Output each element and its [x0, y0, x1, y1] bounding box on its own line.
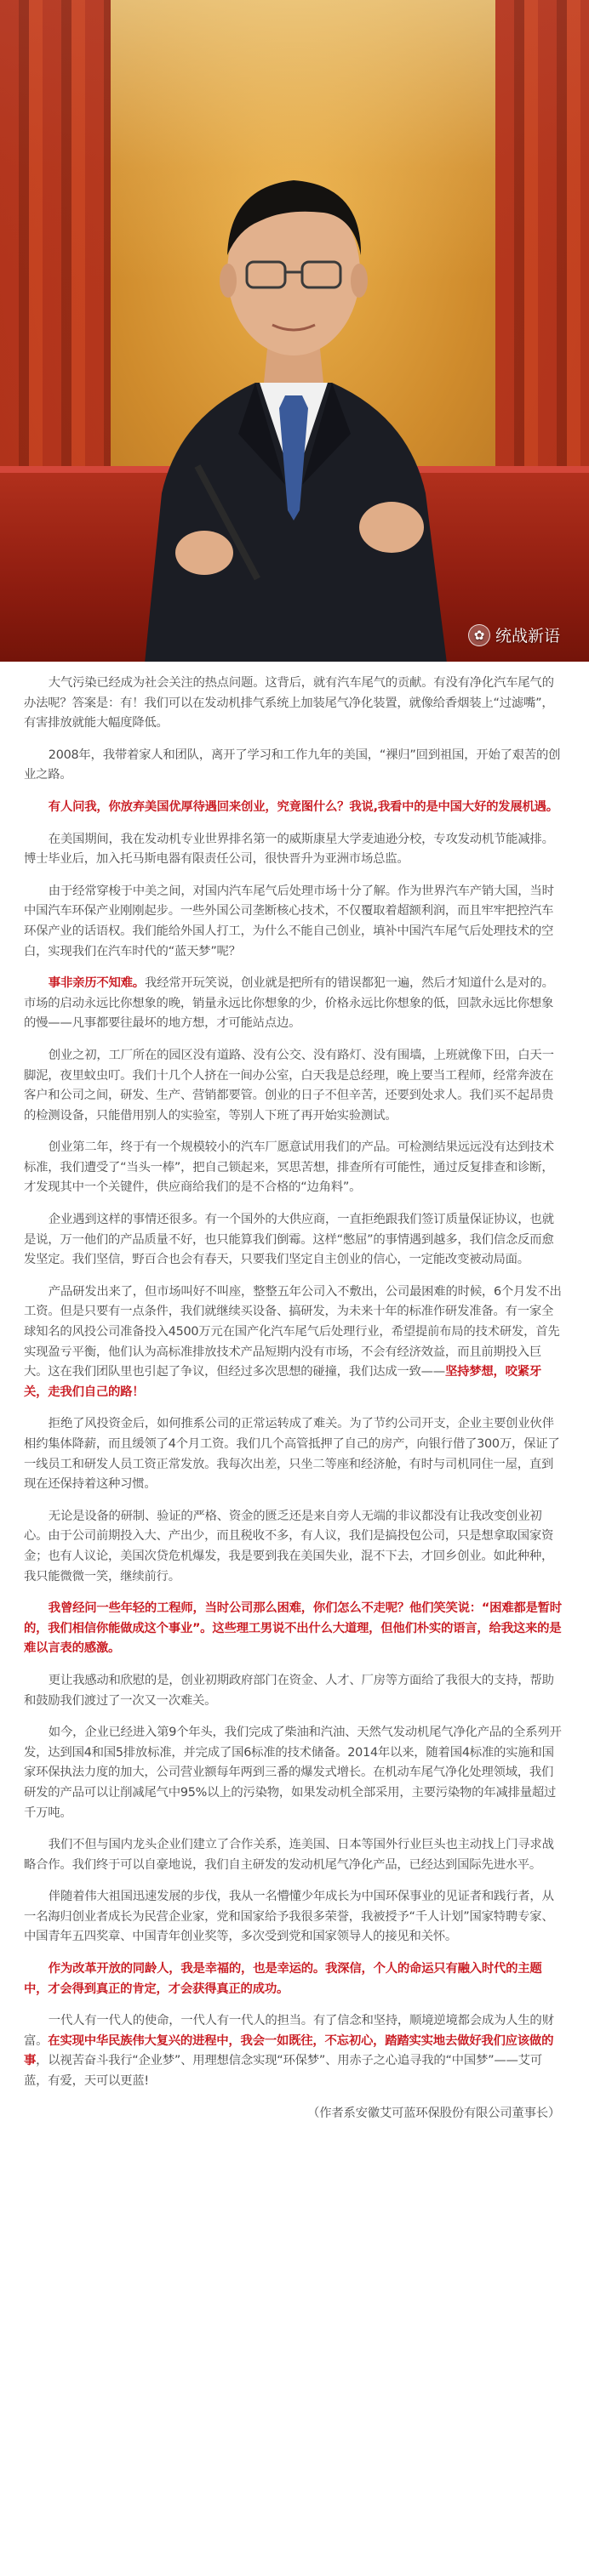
highlight-paragraph: 有人问我，你放弃美国优厚待遇回来创业，究竟图什么？我说,我看中的是中国大好的发展机遇。 [48, 799, 558, 814]
paragraph: 由于经常穿梭于中美之间，对国内汽车尾气后处理市场十分了解。作为世界汽车产销大国，当时中国汽车环保产业刚刚起步。一些外国公司垄断核心技术，不仅覆取着超额利润，而且牢牢把控汽车环保产业的话语权。我们能给外国人打工，为什么不能自己创业，填补中国汽车尾气后处理技术的空白，实现我们在汽车时代的“蓝天梦”呢？ [24, 884, 554, 958]
paragraph: 大气污染已经成为社会关注的热点问题。这背后，就有汽车尾气的贡献。有没有净化汽车尾气的办法呢？答案是：有！我们可以在发动机排气系统上加装尾气净化装置，就像给香烟装上“过滤嘴”，有害排放就能大幅度降低。 [24, 676, 554, 731]
speaker-figure [111, 128, 477, 662]
paragraph: 产品研发出来了，但市场叫好不叫座，整整五年公司入不敷出，公司最困难的时候，6个月发不出工资。但是只要有一点条件，我们就继续买设备、搞研发，为未来十年的标准作研发准备。有一家全球知名的风投公司准备投入4500万元在国产化汽车尾气后处理行业，希望提前布局的技术研发，首先实现盈亏平衡，他们认为高标准排放技术产品短期内没有市场，不会有经济效益，而且前期投入巨大。这在我们团队里也引起了争议，但经过多次思想的碰撞，我们达成一致——坚持梦想，咬紧牙关，走我们自己的路！ [24, 1284, 562, 1399]
paragraph: 伴随着伟大祖国迅速发展的步伐，我从一名懵懂少年成长为中国环保事业的见证者和践行者，从一名海归创业者成长为民营企业家，党和国家给予我很多荣誉，我被授予“千人计划”国家特聘专家、中国青年五四奖章、中国青年创业奖等，多次受到党和国家领导人的接见和关怀。 [24, 1890, 554, 1944]
paragraph: 2008年，我带着家人和团队，离开了学习和工作九年的美国，“裸归”回到祖国，开始了艰苦的创业之路。 [24, 748, 561, 782]
emphasis-text: 在实现中华民族伟大复兴的进程中，我会一如既往，不忘初心，踏踏实实地去做好我们应该做的事 [24, 2033, 554, 2068]
paragraph: 事非亲历不知难。我经常开玩笑说，创业就是把所有的错误都犯一遍，然后才知道什么是对的。市场的启动永远比你想象的晚，销量永远比你想象的少，价格永远比你想象的低，回款永远比你想象的慢——凡事都要往最坏的地方想，才可能站点边。 [24, 976, 554, 1031]
highlight-paragraph: 作为改革开放的同龄人，我是幸福的，也是幸运的。我深信，个人的命运只有融入时代的主题中，才会得到真正的肯定，才会获得真正的成功。 [24, 1962, 542, 1996]
paragraph: 在美国期间，我在发动机专业世界排名第一的威斯康星大学麦迪逊分校，专攻发动机节能减排。博士毕业后，加入托马斯电器有限责任公司，很快晋升为亚洲市场总监。 [24, 832, 554, 867]
paragraph: 创业第二年，终于有一个规模较小的汽车厂愿意试用我们的产品。可检测结果远远没有达到技术标准，我们遭受了“当头一棒”，把自己锁起来，冥思苦想，排查所有可能性，通过反复排查和诊断，才发现其中一个关键件，供应商给我们的是不合格的“边角料”。 [24, 1140, 554, 1195]
speaker-photo [0, 0, 589, 662]
highlight-paragraph: 我曾经问一些年轻的工程师，当时公司那么困难，你们怎么不走呢？他们笑笑说：“困难都是暂时的，我们相信你能做成这个事业”。这些理工男说不出什么大道理，但他们朴实的语言，给我这来的是难以言表的感激。 [24, 1601, 562, 1656]
paragraph: 无论是设备的研制、验证的严格、资金的匮乏还是来自旁人无端的非议都没有让我改变创业初心。由于公司前期投入大、产出少，而且税收不多，有人议，我们是搞投包公司，只是想拿取国家资金；也有人议论，美国次贷危机爆发，我是要到我在美国失业，混不下去，才回乡创业。如此种种，我只能微微一笑，继续前行。 [24, 1509, 554, 1584]
paragraph: 一代人有一代人的使命，一代人有一代人的担当。有了信念和坚持，顺境逆境都会成为人生的财富。在实现中华民族伟大复兴的进程中，我会一如既往，不忘初心，踏踏实实地去做好我们应该做的事，以视苦奋斗我行“企业梦”、用理想信念实现“环保梦”、用赤子之心追寻我的“中国梦”——艾可蓝，有爱，天可以更蓝! [24, 2014, 554, 2089]
watermark-text: 统战新语 [495, 627, 560, 645]
paragraph: 创业之初，工厂所在的园区没有道路、没有公交、没有路灯、没有围墙，上班就像下田，白天一脚泥，夜里蚊虫叮。我们十几个人挤在一间办公室，白天我是总经理，晚上要当工程师，经常奔波在客户和公司之间，研发、生产、营销都要管。创业的日子不但辛苦，还要到处求人。我们买不起昂贵的检测设备，只能借用别人的实验室，等别人下班了再开始实验测试。 [24, 1048, 554, 1123]
paragraph: 如今，企业已经进入第9个年头，我们完成了柴油和汽油、天然气发动机尾气净化产品的全系列开发，达到国4和国5排放标准，并完成了国6标准的技术储备。2014年以来，随着国4标准的实施和国家环保执法力度的加大，公司营业额每年两到三番的爆发式增长。在机动车尾气净化处理领域，我们研发的产品可以让削减尾气中95%以上的污染物，如果发动机全部采用，主要污染物的年减排量超过千万吨。 [24, 1726, 562, 1820]
emphasis-text: 事非亲历不知难。 [48, 976, 145, 991]
paragraph: 更让我感动和欣慰的是，创业初期政府部门在资金、人才、厂房等方面给了我很大的支持，帮助和鼓励我们渡过了一次又一次难关。 [24, 1673, 554, 1708]
paragraph: 企业遇到这样的事情还很多。有一个国外的大供应商，一直拒绝跟我们签订质量保证协议，也就是说，万一他们的产品质量不好，也只能算我们倒霉。这样“憋屈”的事情遇到越多，我们信念反而愈发坚定。我们坚信，野百合也会有春天，只要我们坚定自主创业的信心，一定能改变被动局面。 [24, 1213, 554, 1267]
article-body [24, 662, 565, 2124]
paragraph: 拒绝了风投资金后，如何推系公司的正常运转成了难关。为了节约公司开支，企业主要创业伙伴相约集体降薪，而且缓领了4个月工资。我们几个高管抵押了自己的房产，向银行借了300万，保证了一线员工和研发人员工资正常发放。我每次出差，只坐二等座和经济舱，有时与司机同住一屋，直到现在还保持着这种习惯。 [24, 1417, 560, 1492]
wechat-icon: ✿ [468, 624, 490, 646]
paragraph: 我们不但与国内龙头企业们建立了合作关系，连美国、日本等国外行业巨头也主动找上门寻求战略合作。我们终于可以自豪地说，我们自主研发的发动机尾气净化产品，已经达到国际先进水平。 [24, 1838, 554, 1872]
author-signature: （作者系安徽艾可蓝环保股份有限公司董事长） [307, 2106, 560, 2120]
emphasis-text: 坚持梦想，咬紧牙关，走我们自己的路！ [24, 1365, 542, 1399]
watermark [468, 623, 560, 646]
